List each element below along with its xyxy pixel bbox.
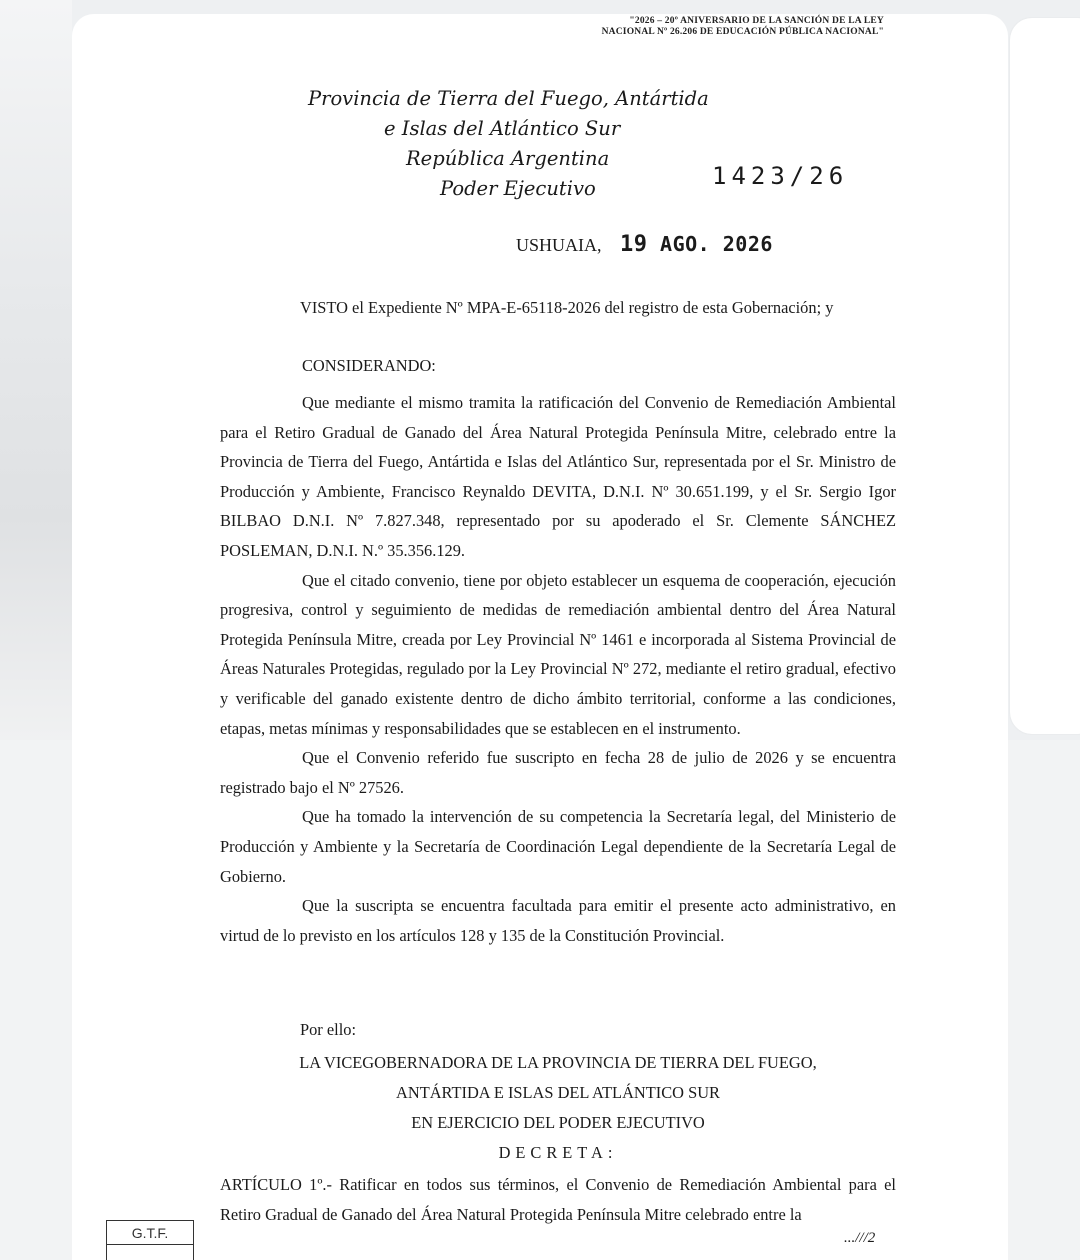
page-continuation: ...///2: [844, 1230, 876, 1246]
background-left: [0, 0, 72, 740]
anniversary-line-1: "2026 – 20º ANIVERSARIO DE LA SANCIÓN DE LA LEY: [629, 16, 884, 26]
por-ello: Por ello:: [300, 1020, 356, 1039]
paragraph-2: Que el citado convenio, tiene por objeto establecer un esquema de cooperación, ejecución progresiva, control y seguimiento de medidas de remediación ambiental dentro del Área Natural Protegida Península Mitre, creada por Ley Provincial Nº 1461 e incorporada al Sistema Provincial de Áreas Naturales Protegidas, regulado por la Ley Provincial Nº 272, mediante el retiro gradual, efectivo y verificable del ganado existente dentro de dicho ámbito territorial, conforme a las condiciones, etapas, metas mínimas y responsabilidades que se establecen en el instrumento.: [220, 570, 896, 738]
place: USHUAIA,: [516, 235, 602, 255]
background-left-bottom: [0, 740, 72, 1260]
anniversary-line-2: NACIONAL Nº 26.206 DE EDUCACIÓN PÚBLICA NACIONAL": [601, 27, 884, 37]
paragraph-4: Que ha tomado la intervención de su competencia la Secretaría legal, del Ministerio de Producción y Ambiente y la Secretaría de Coordinación Legal dependiente de la Secretaría Legal de Gobierno.: [220, 807, 896, 886]
visto-line: VISTO el Expediente Nº MPA-E-65118-2026 del registro de esta Gobernación; y: [300, 298, 834, 317]
decree-number: 1423/26: [712, 162, 849, 190]
date-day: 19: [620, 232, 648, 257]
letterhead-line-1: Provincia de Tierra del Fuego, Antártida: [308, 87, 709, 110]
place-date: [516, 232, 773, 257]
letterhead-line-3: República Argentina: [406, 147, 610, 170]
authority-block: [220, 1048, 896, 1168]
anniversary-header: [554, 16, 884, 38]
letterhead: [308, 84, 709, 204]
letterhead-line-2: e Islas del Atlántico Sur: [384, 117, 621, 140]
decreta-heading: DECRETA:: [498, 1143, 618, 1162]
paragraph-3: Que el Convenio referido fue suscripto en fecha 28 de julio de 2026 y se encuentra registrado bajo el Nº 27526.: [220, 748, 896, 797]
date-month-year: AGO. 2026: [660, 232, 773, 256]
authority-line-1: LA VICEGOBERNADORA DE LA PROVINCIA DE TIERRA DEL FUEGO,: [299, 1053, 817, 1072]
considerando-body: [220, 388, 896, 950]
authority-line-3: EN EJERCICIO DEL PODER EJECUTIVO: [411, 1113, 705, 1132]
paragraph-1: Que mediante el mismo tramita la ratificación del Convenio de Remediación Ambiental para el Retiro Gradual de Ganado del Área Natural Protegida Península Mitre, celebrado entre la Provincia de Tierra del Fuego, Antártida e Islas del Atlántico Sur, representada por el Sr. Ministro de Producción y Ambiente, Francisco Reynaldo DEVITA, D.N.I. Nº 30.651.199, y el Sr. Sergio Igor BILBAO D.N.I. Nº 7.827.348, representado por su apoderado el Sr. Clemente SÁNCHEZ POSLEMAN, D.N.I. N.º 35.356.129.: [220, 393, 896, 560]
letterhead-line-4: Poder Ejecutivo: [440, 177, 596, 200]
considerando-heading: CONSIDERANDO:: [302, 356, 436, 375]
paragraph-5: Que la suscripta se encuentra facultada para emitir el presente acto administrativo, en virtud de lo previsto en los artículos 128 y 135 de la Constitución Provincial.: [220, 896, 896, 945]
gtf-stamp-label: G.T.F.: [107, 1221, 193, 1245]
document-page: [72, 14, 1008, 1260]
authority-line-2: ANTÁRTIDA E ISLAS DEL ATLÁNTICO SUR: [396, 1083, 720, 1102]
date-stamp: [620, 232, 773, 256]
adjacent-page-card[interactable]: [1010, 18, 1080, 734]
article-1-text: ARTÍCULO 1º.- Ratificar en todos sus términos, el Convenio de Remediación Ambiental para el Retiro Gradual de Ganado del Área Natural Protegida Península Mitre celebrado entre la: [220, 1175, 896, 1224]
background-right-bottom: [1000, 740, 1080, 1260]
gtf-stamp: [106, 1220, 194, 1260]
article-1: [220, 1170, 896, 1229]
